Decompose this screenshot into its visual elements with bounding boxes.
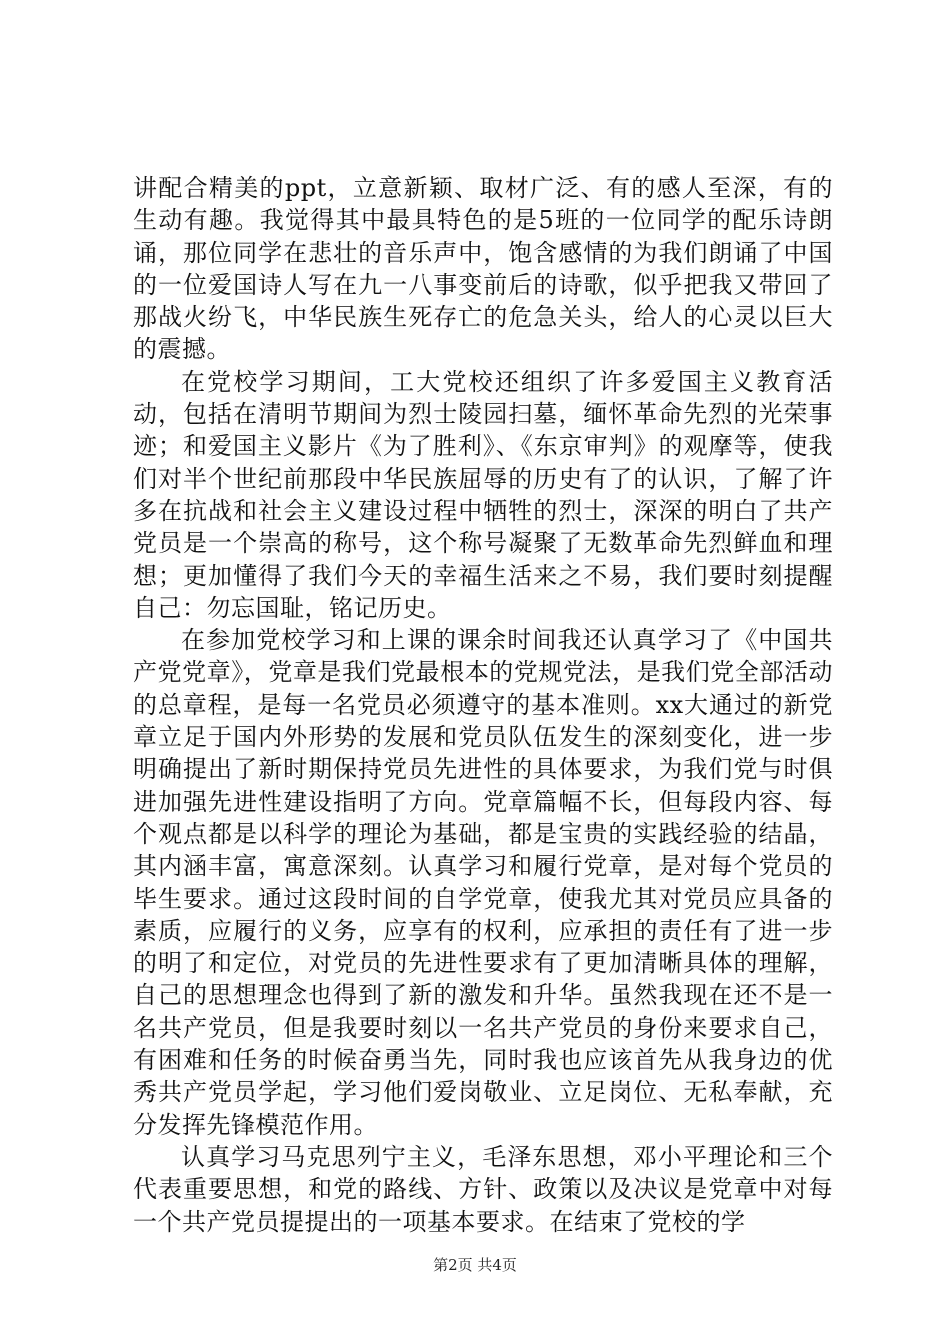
paragraph-4: 认真学习马克思列宁主义，毛泽东思想，邓小平理论和三个代表重要思想，和党的路线、方针、政策以及决议是党章中对每一个共产党员提提出的一项基本要求。在结束了党校的学 — [133, 1142, 833, 1236]
paragraph-2: 在党校学习期间，工大党校还组织了许多爱国主义教育活动，包括在清明节期间为烈士陵园扫墓，缅怀革命先烈的光荣事迹；和爱国主义影片《为了胜利》、《东京审判》的观摩等，使我们对半个世纪前那段中华民族屈辱的历史有了的认识，了解了许多在抗战和社会主义建设过程中牺牲的烈士，深深的明白了共产党员是一个崇高的称号，这个称号凝聚了无数革命先烈鲜血和理想；更加懂得了我们今天的幸福生活来之不易，我们要时刻提醒自己：勿忘国耻，铭记历史。 — [133, 367, 833, 622]
page-footer: 第2页 共4页 — [433, 1256, 517, 1274]
paragraph-3: 在参加党校学习和上课的课余时间我还认真学习了《中国共产党党章》，党章是我们党最根本的党规党法，是我们党全部活动的总章程，是每一名党员必须遵守的基本准则。xx大通过的新党章立足于国内外形势的发展和党员队伍发生的深刻变化，进一步明确提出了新时期保持党员先进性的具体要求，为我们党与时俱进加强先进性建设指明了方向。党章篇幅不长，但每段内容、每个观点都是以科学的理论为基础，都是宝贵的实践经验的结晶，其内涵丰富，寓意深刻。认真学习和履行党章，是对每个党员的毕生要求。通过这段时间的自学党章，使我尤其对党员应具备的素质，应履行的义务，应享有的权利，应承担的责任有了进一步的明了和定位，对党员的先进性要求有了更加清晰具体的理解，自己的思想理念也得到了新的激发和升华。虽然我现在还不是一名共产党员，但是我要时刻以一名共产党员的身份来要求自己，有困难和任务的时候奋勇当先，同时我也应该首先从我身边的优秀共产党员学起，学习他们爱岗敬业、立足岗位、无私奉献，充分发挥先锋模范作用。 — [133, 626, 833, 1139]
paragraph-1: 讲配合精美的ppt，立意新颖、取材广泛、有的感人至深，有的生动有趣。我觉得其中最具特色的是5班的一位同学的配乐诗朗诵，那位同学在悲壮的音乐声中，饱含感情的为我们朗诵了中国的一位爱国诗人写在九一八事变前后的诗歌，似乎把我又带回了那战火纷飞，中华民族生死存亡的危急关头，给人的心灵以巨大的震撼。 — [133, 174, 833, 364]
body-text — [133, 172, 833, 1238]
